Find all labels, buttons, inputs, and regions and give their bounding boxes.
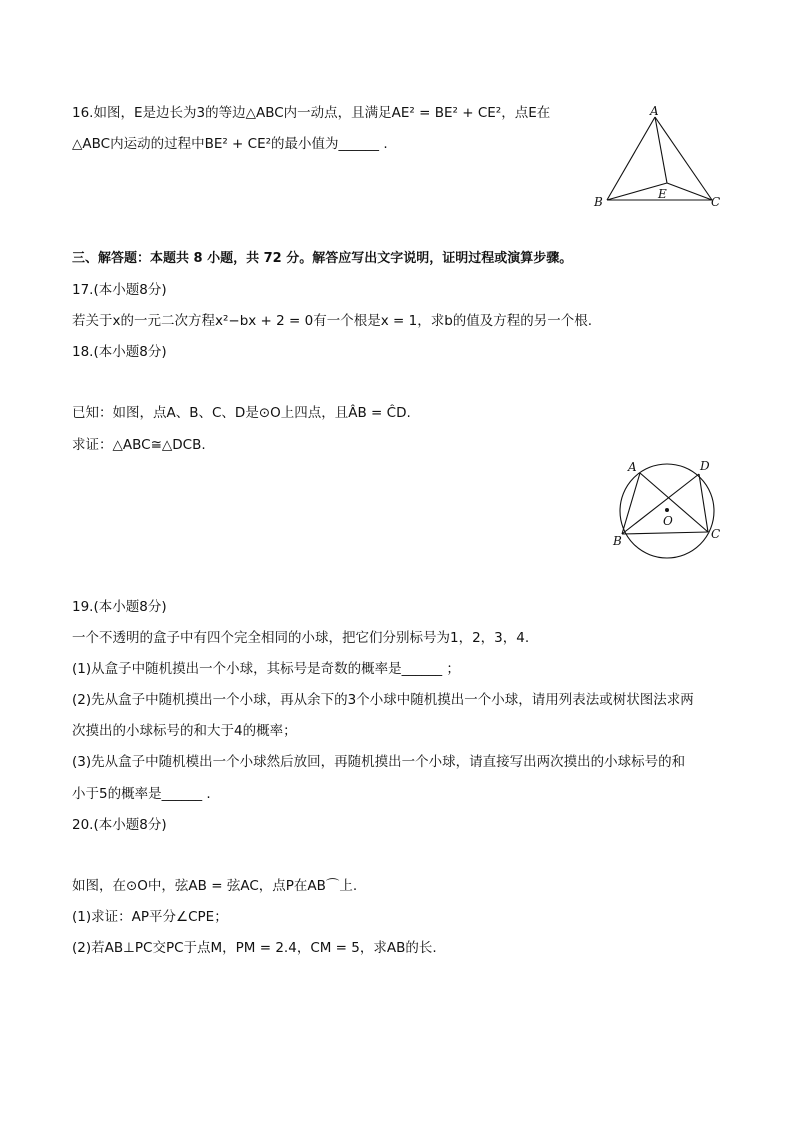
q18-label-d: D bbox=[700, 459, 710, 473]
q16-label-b: B bbox=[594, 195, 603, 209]
q20-header: 20.(本小题8分) bbox=[72, 817, 167, 833]
q19-part-2a: (2)先从盒子中随机摸出一个小球，再从余下的3个小球中随机摸出一个小球，请用列表法或树状图法求两 bbox=[72, 692, 694, 708]
q19-part-2b: 次摸出的小球标号的和大于4的概率； bbox=[72, 723, 297, 739]
q18-label-c: C bbox=[711, 527, 721, 541]
q19-text-0: 一个不透明的盒子中有四个完全相同的小球，把它们分别标号为1，2，3，4. bbox=[72, 630, 530, 646]
q18-label-o: O bbox=[663, 514, 673, 528]
q18-header: 18.(本小题8分) bbox=[72, 344, 167, 360]
q16-label-a: A bbox=[650, 104, 659, 118]
q16-label-c: C bbox=[711, 195, 721, 209]
q20-text-0: 如图，在⊙O中，弦AB = 弦AC，点P在AB⌒上. bbox=[72, 878, 358, 894]
q19-part-3a: (3)先从盒子中随机模出一个小球然后放回，再随机摸出一个小球，请直接写出两次摸出的小球标号的和 bbox=[72, 754, 686, 770]
q18-circle-figure bbox=[606, 458, 726, 558]
q18-text-2: 求证：△ABC≅△DCB. bbox=[72, 437, 206, 453]
section-3-heading: 三、解答题：本题共 8 小题，共 72 分。解答应写出文字说明，证明过程或演算步骤。 bbox=[72, 251, 573, 266]
q20-part-2: (2)若AB⊥PC交PC于点M，PM = 2.4，CM = 5，求AB的长. bbox=[72, 940, 437, 956]
q18-label-b: B bbox=[613, 534, 622, 548]
q16-label-e: E bbox=[658, 187, 667, 201]
q18-text-1: 已知：如图，点A、B、C、D是⊙O上四点，且ÂB = ĈD. bbox=[72, 405, 411, 421]
q19-part-1: (1)从盒子中随机摸出一个小球，其标号是奇数的概率是______ ； bbox=[72, 661, 460, 677]
q16-line-1: 16.如图，E是边长为3的等边△ABC内一动点，且满足AE² = BE² + CE²，点E在 bbox=[72, 105, 551, 121]
q17-header: 17.(本小题8分) bbox=[72, 282, 167, 298]
q19-header: 19.(本小题8分) bbox=[72, 599, 167, 615]
q17-text: 若关于x的一元二次方程x²−bx + 2 = 0有一个根是x = 1，求b的值及方程的另一个根. bbox=[72, 313, 593, 329]
q20-part-1: (1)求证：AP平分∠CPE； bbox=[72, 909, 228, 925]
q16-triangle-figure bbox=[592, 105, 732, 215]
q18-label-a: A bbox=[628, 460, 637, 474]
q16-line-2: △ABC内运动的过程中BE² + CE²的最小值为______ . bbox=[72, 136, 388, 152]
q19-part-3b: 小于5的概率是______ . bbox=[72, 786, 211, 802]
